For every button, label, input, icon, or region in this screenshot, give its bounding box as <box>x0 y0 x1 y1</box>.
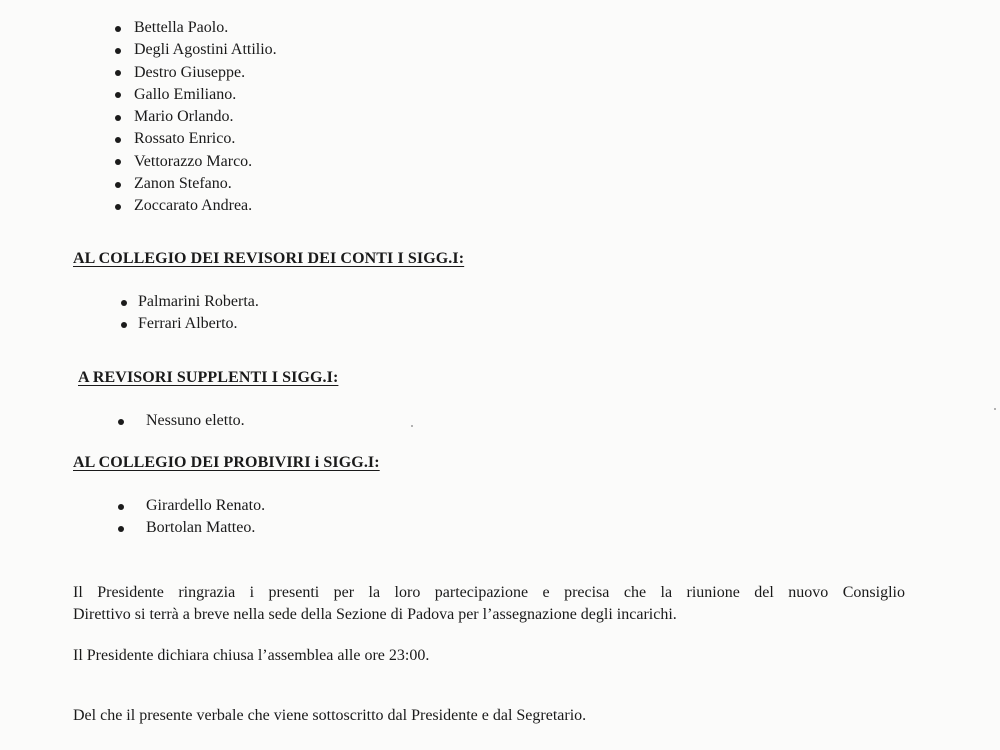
list-item <box>115 62 277 84</box>
paragraph-verbale: Del che il presente verbale che viene sottoscritto dal Presidente e dal Segretario. <box>73 707 587 724</box>
paragraph-line: Il Presidente ringrazia i presenti per la loro partecipazione e precisa che la riunione del nuovo Consiglio <box>73 584 905 601</box>
scan-speck <box>994 408 996 410</box>
bullet-icon <box>121 322 127 328</box>
list-item <box>115 106 277 128</box>
bullet-icon <box>121 300 127 306</box>
member-name: Nessuno eletto. <box>146 412 245 429</box>
list-item <box>115 195 277 217</box>
member-name: Vettorazzo Marco. <box>134 152 253 170</box>
bullet-icon <box>115 70 121 76</box>
bullet-icon <box>115 115 121 121</box>
list-item <box>121 313 259 335</box>
member-name: Ferrari Alberto. <box>138 315 238 333</box>
section-heading-revisori: AL COLLEGIO DEI REVISORI DEI CONTI I SIGG.I: <box>73 250 465 267</box>
bullet-icon <box>115 92 121 98</box>
list-item <box>115 173 277 195</box>
list-item <box>118 410 245 432</box>
bullet-icon <box>118 526 124 532</box>
paragraph-chiusura: Il Presidente dichiara chiusa l’assemblea alle ore 23:00. <box>73 647 430 664</box>
bullet-icon <box>115 48 121 54</box>
list-item <box>118 517 265 539</box>
bullet-icon <box>118 419 124 425</box>
list-item <box>115 84 277 106</box>
member-name: Zanon Stefano. <box>134 175 232 193</box>
bullet-icon <box>115 159 121 165</box>
member-name: Bortolan Matteo. <box>146 519 256 537</box>
section-heading-probiviri: AL COLLEGIO DEI PROBIVIRI i SIGG.I: <box>73 454 380 471</box>
member-name: Girardello Renato. <box>146 497 266 514</box>
scan-speck <box>411 425 413 427</box>
revisori-members-list <box>121 291 259 336</box>
member-name: Bettella Paolo. <box>134 19 229 36</box>
list-item <box>115 128 277 150</box>
paragraph-line: Direttivo si terrà a breve nella sede della Sezione di Padova per l’assegnazione degli incarichi. <box>73 606 677 623</box>
bullet-icon <box>115 182 121 188</box>
supplenti-members-list <box>118 410 245 432</box>
member-name: Rossato Enrico. <box>134 130 236 148</box>
probiviri-members-list <box>118 495 265 540</box>
member-name: Palmarini Roberta. <box>138 293 259 310</box>
list-item <box>115 39 277 61</box>
list-item <box>118 495 265 517</box>
bullet-icon <box>115 137 121 143</box>
list-item <box>115 17 277 39</box>
consiglio-members-list <box>115 17 277 218</box>
member-name: Mario Orlando. <box>134 108 234 126</box>
bullet-icon <box>115 204 121 210</box>
member-name: Degli Agostini Attilio. <box>134 41 277 59</box>
section-heading-supplenti: A REVISORI SUPPLENTI I SIGG.I: <box>78 369 339 386</box>
bullet-icon <box>115 26 121 32</box>
list-item <box>121 291 259 313</box>
paragraph-ringraziamento <box>73 582 905 626</box>
bullet-icon <box>118 504 124 510</box>
list-item <box>115 151 277 173</box>
member-name: Gallo Emiliano. <box>134 85 237 103</box>
member-name: Zoccarato Andrea. <box>134 197 253 215</box>
member-name: Destro Giuseppe. <box>134 63 246 81</box>
